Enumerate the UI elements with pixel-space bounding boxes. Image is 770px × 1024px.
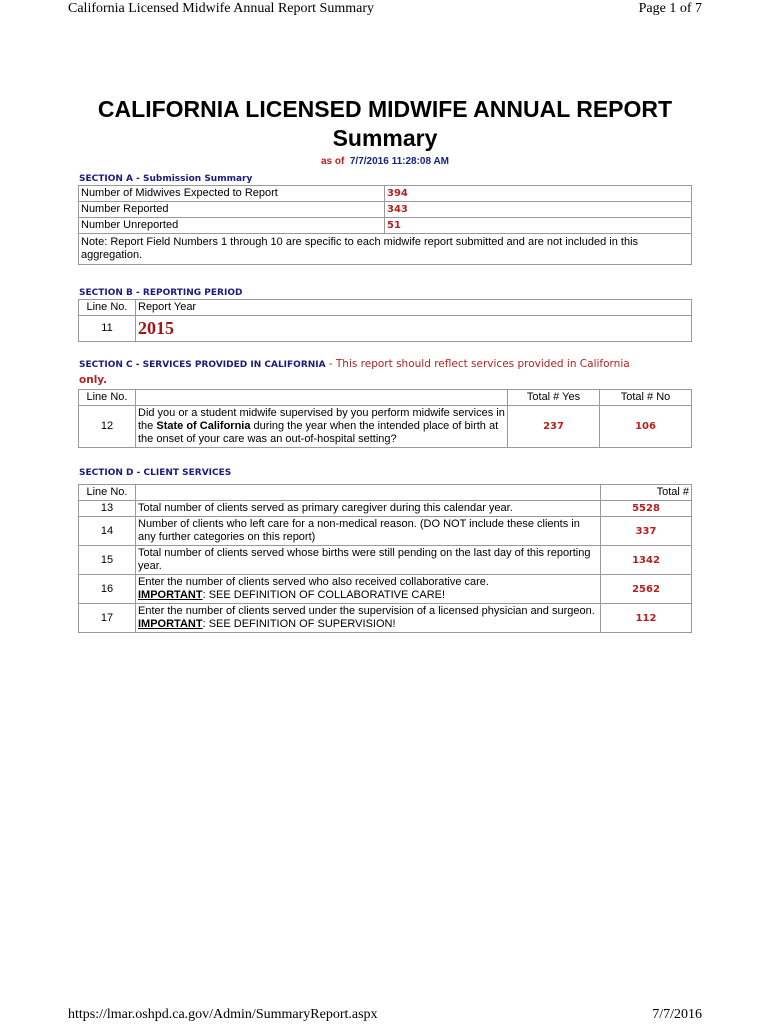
table-row xyxy=(79,218,692,234)
row-value: 51 xyxy=(385,218,692,234)
section-c-heading: SECTION C - SERVICES PROVIDED IN CALIFORNIA xyxy=(79,360,326,370)
row-total: 337 xyxy=(601,517,692,546)
row-description: Total number of clients served as primary caregiver during this calendar year. xyxy=(136,501,601,517)
row-value: 394 xyxy=(385,186,692,202)
col-header-question xyxy=(136,390,508,406)
important-text: : SEE DEFINITION OF COLLABORATIVE CARE! xyxy=(202,589,446,601)
row-total: 2562 xyxy=(601,575,692,604)
row-value: 343 xyxy=(385,202,692,218)
table-row xyxy=(79,485,692,501)
report-timestamp xyxy=(0,156,770,167)
table-row xyxy=(79,406,692,448)
table-row xyxy=(79,604,692,633)
table-row xyxy=(79,202,692,218)
col-header-line: Line No. xyxy=(79,300,136,316)
row-description xyxy=(136,604,601,633)
section-a-title: SECTION A - Submission Summary xyxy=(79,174,253,184)
total-yes: 237 xyxy=(508,406,600,448)
section-c-note-cont xyxy=(79,374,107,386)
section-a-table xyxy=(78,185,692,265)
row-label: Number Reported xyxy=(79,202,385,218)
col-header-line: Line No. xyxy=(79,390,136,406)
page-number: Page 1 of 7 xyxy=(638,1,702,16)
line-number: 15 xyxy=(79,546,136,575)
col-header-year: Report Year xyxy=(136,300,692,316)
row-total: 5528 xyxy=(601,501,692,517)
question-part-2: during the year when the intended place of birth at the onset of your care was an out-of-hospital setting? xyxy=(138,420,499,445)
table-row xyxy=(79,575,692,604)
table-row xyxy=(79,390,692,406)
important-text: : SEE DEFINITION OF SUPERVISION! xyxy=(202,618,396,630)
row-description: Number of clients who left care for a non-medical reason. (DO NOT include these clients in any further categories on this report) xyxy=(136,517,601,546)
row-text: Enter the number of clients served under the supervision of a licensed physician and surgeon. xyxy=(138,605,595,617)
line-number: 16 xyxy=(79,575,136,604)
section-c-note-2: only. xyxy=(79,374,108,386)
row-total: 1342 xyxy=(601,546,692,575)
as-of-label: as of xyxy=(320,156,345,167)
table-row xyxy=(79,316,692,342)
page-header-title: California Licensed Midwife Annual Report Summary xyxy=(68,1,374,16)
col-header-total: Total # xyxy=(601,485,692,501)
row-text: Enter the number of clients served who also received collaborative care. xyxy=(138,576,489,588)
line-number: 13 xyxy=(79,501,136,517)
question-part-1: Did you or a student midwife supervised by you perform midwife services in the xyxy=(138,407,505,432)
report-subtitle: Summary xyxy=(332,125,438,151)
col-header-line: Line No. xyxy=(79,485,136,501)
line-number: 14 xyxy=(79,517,136,546)
as-of-value: 7/7/2016 11:28:08 AM xyxy=(349,156,450,167)
page-url: https://lmar.oshpd.ca.gov/Admin/SummaryReport.aspx xyxy=(68,1007,378,1022)
report-year: 2015 xyxy=(136,316,692,342)
line-number: 17 xyxy=(79,604,136,633)
line-number: 12 xyxy=(79,406,136,448)
section-b-table xyxy=(78,299,692,342)
section-d-title: SECTION D - CLIENT SERVICES xyxy=(79,468,232,478)
important-label: IMPORTANT xyxy=(138,618,203,630)
section-c-table xyxy=(78,389,692,448)
col-header-yes: Total # Yes xyxy=(508,390,600,406)
total-no: 106 xyxy=(600,406,692,448)
table-row xyxy=(79,546,692,575)
table-row xyxy=(79,517,692,546)
important-label: IMPORTANT xyxy=(138,589,203,601)
row-description: Total number of clients served whose births were still pending on the last day of this reporting year. xyxy=(136,546,601,575)
section-b-title: SECTION B - REPORTING PERIOD xyxy=(79,288,243,298)
table-row xyxy=(79,300,692,316)
table-row xyxy=(79,501,692,517)
col-header-no: Total # No xyxy=(600,390,692,406)
section-a-note: Note: Report Field Numbers 1 through 10 are specific to each midwife report submitted and are not included in this aggregation. xyxy=(79,234,692,265)
row-important xyxy=(138,618,598,631)
table-row xyxy=(79,234,692,265)
page-date: 7/7/2016 xyxy=(652,1007,702,1022)
section-c-note: - This report should reflect services provided in California xyxy=(328,358,630,370)
line-number: 11 xyxy=(79,316,136,342)
section-d-table xyxy=(78,484,692,633)
row-label: Number of Midwives Expected to Report xyxy=(79,186,385,202)
question-bold: State of California xyxy=(156,420,251,432)
section-c-title xyxy=(79,358,630,370)
row-description xyxy=(136,575,601,604)
table-row xyxy=(79,186,692,202)
report-title: CALIFORNIA LICENSED MIDWIFE ANNUAL REPORT xyxy=(97,96,673,122)
row-label: Number Unreported xyxy=(79,218,385,234)
row-important xyxy=(138,589,598,602)
row-total: 112 xyxy=(601,604,692,633)
col-header-description xyxy=(136,485,601,501)
question-text xyxy=(136,406,508,448)
